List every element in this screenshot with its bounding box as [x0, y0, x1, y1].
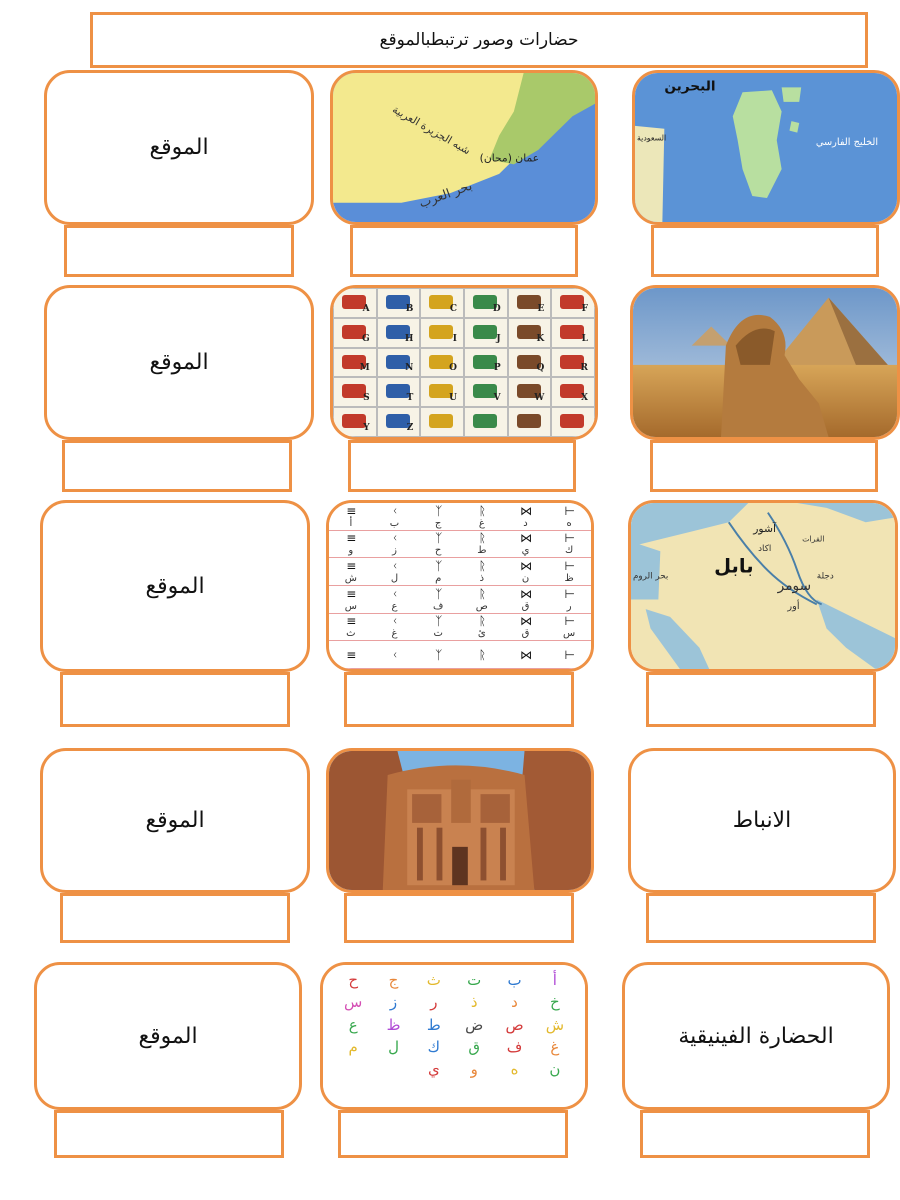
answer-box-5-middle[interactable] — [338, 1110, 568, 1158]
label-assyria: آشور — [753, 522, 776, 535]
cuneiform-arabic-letter: ت — [433, 628, 443, 640]
cuneiform-arabic-letter: ج — [434, 517, 442, 529]
hieroglyph-letter: N — [405, 363, 414, 374]
location-label-card-4: الموقع — [40, 748, 310, 893]
cuneiform-arabic-letter: ر — [566, 600, 572, 612]
cuneiform-glyph-icon: ᚲ — [391, 503, 398, 518]
cuneiform-glyph-icon: ≡ — [346, 531, 356, 546]
cuneiform-glyph-icon: ⋈ — [519, 647, 531, 662]
hieroglyph-letter: K — [536, 333, 545, 344]
hieroglyph-cell — [464, 318, 508, 348]
arabic-letter: ظ — [386, 1015, 401, 1034]
hieroglyph-letter: Y — [363, 422, 370, 433]
hieroglyph-cell — [333, 377, 377, 407]
arabic-letter: ف — [506, 1038, 523, 1057]
cuneiform-cell — [373, 614, 417, 642]
cuneiform-cell — [329, 503, 373, 531]
cuneiform-cell — [504, 503, 548, 531]
hieroglyph-letter: S — [363, 393, 370, 404]
hieroglyph-cell — [377, 348, 421, 378]
cuneiform-arabic-letter: ه — [566, 517, 572, 529]
hieroglyph-letter: U — [449, 393, 457, 404]
hieroglyph-cell — [464, 348, 508, 378]
arabic-letter: غ — [550, 1038, 560, 1057]
cuneiform-glyph-icon: ᚱ — [478, 586, 485, 601]
label-arabian-sea: بحر العرب — [416, 177, 474, 211]
hieroglyph-cell — [420, 348, 464, 378]
hieroglyph-letter: R — [580, 363, 588, 374]
cuneiform-glyph-icon: ᚱ — [478, 503, 485, 518]
arabic-letter: ت — [467, 971, 482, 990]
cuneiform-glyph-icon: ᚲ — [391, 614, 398, 629]
arabic-letter: ك — [427, 1038, 441, 1057]
hieroglyph-cell — [333, 407, 377, 437]
answer-box-2-right[interactable] — [650, 440, 878, 492]
cuneiform-arabic-letter: ح — [434, 545, 442, 557]
cuneiform-glyph-icon: ᚲ — [391, 559, 398, 574]
arabic-letter: ق — [468, 1038, 480, 1057]
cuneiform-arabic-letter: ن — [521, 573, 530, 585]
hieroglyph-glyph-icon — [473, 414, 497, 428]
cuneiform-glyph-icon: ᚱ — [478, 647, 485, 662]
cuneiform-arabic-letter: ظ — [564, 573, 574, 585]
cuneiform-alphabet-image — [326, 500, 594, 672]
hieroglyph-glyph-icon — [429, 325, 453, 339]
cuneiform-glyph-icon: ≡ — [346, 647, 356, 662]
answer-box-3-right[interactable] — [646, 672, 876, 727]
hieroglyph-cell — [377, 288, 421, 318]
cuneiform-arabic-letter: ذ — [479, 573, 485, 585]
cuneiform-glyph-icon: ≡ — [346, 559, 356, 574]
cuneiform-glyph-icon: ⊢ — [564, 586, 574, 601]
label-arabian-peninsula: شبه الجزيرة العربية — [390, 102, 473, 158]
cuneiform-glyph-icon: ᛉ — [435, 531, 442, 546]
arabic-letter: ث — [426, 971, 441, 990]
cuneiform-cell — [460, 531, 504, 559]
hieroglyph-cell — [508, 318, 552, 348]
hieroglyph-cell — [377, 407, 421, 437]
hieroglyph-letter: B — [405, 303, 414, 314]
cuneiform-cell — [460, 558, 504, 586]
hieroglyph-cell — [464, 407, 508, 437]
hieroglyph-cell — [420, 288, 464, 318]
bahrain-map-image — [632, 70, 900, 225]
hieroglyph-cell — [420, 377, 464, 407]
cuneiform-glyph-icon: ⊢ — [564, 647, 574, 662]
answer-box-5-left[interactable] — [54, 1110, 284, 1158]
cuneiform-cell — [460, 503, 504, 531]
hieroglyph-letter: V — [493, 393, 501, 404]
hieroglyph-letter: C — [449, 303, 457, 314]
cuneiform-glyph-icon: ᛉ — [435, 503, 442, 518]
petra-monastery-image — [326, 748, 594, 893]
cuneiform-arabic-letter: ق — [521, 628, 530, 640]
cuneiform-arabic-letter: ئ — [477, 628, 486, 640]
civilization-label-nabataeans: الانباط — [628, 748, 896, 893]
oman-map-image — [330, 70, 598, 225]
cuneiform-glyph-icon: ᚱ — [478, 559, 485, 574]
arabic-letter: ح — [348, 971, 359, 990]
cuneiform-glyph-icon: ⊢ — [564, 559, 574, 574]
arabic-letter — [373, 1058, 413, 1080]
arabic-letter: ذ — [470, 993, 478, 1012]
hieroglyph-letter: E — [537, 303, 545, 314]
cuneiform-arabic-letter: ع — [391, 600, 398, 612]
answer-box-4-middle[interactable] — [344, 893, 574, 943]
label-saudi: السعودية — [636, 133, 667, 143]
cuneiform-cell — [547, 586, 591, 614]
cuneiform-cell — [547, 503, 591, 531]
sphinx-pyramids-image — [630, 285, 900, 440]
answer-box-3-left[interactable] — [60, 672, 290, 727]
label-bahrain: البحرين — [664, 78, 716, 95]
hieroglyph-cell — [420, 318, 464, 348]
cuneiform-arabic-letter: ث — [346, 628, 356, 640]
hieroglyph-letter: F — [581, 303, 588, 314]
hieroglyph-letter: I — [452, 333, 457, 344]
cuneiform-arabic-letter: غ — [478, 517, 485, 529]
cuneiform-arabic-letter: ك — [565, 545, 574, 557]
arabic-letter: ي — [427, 1060, 440, 1079]
cuneiform-cell — [504, 614, 548, 642]
label-mediterranean: بحر الروم — [632, 571, 669, 582]
arabic-letter: ط — [426, 1015, 441, 1034]
cuneiform-arabic-letter: و — [348, 545, 354, 557]
arabic-letter: ص — [505, 1015, 524, 1034]
cuneiform-arabic-letter: د — [523, 517, 528, 529]
arabic-letter: ض — [465, 1015, 484, 1034]
cuneiform-cell — [373, 503, 417, 531]
hieroglyph-letter: P — [493, 363, 501, 374]
cuneiform-glyph-icon: ᛉ — [435, 647, 442, 662]
cuneiform-cell — [416, 558, 460, 586]
cuneiform-cell — [504, 586, 548, 614]
cuneiform-cell — [460, 586, 504, 614]
hieroglyph-cell — [377, 318, 421, 348]
cuneiform-arabic-letter: ل — [390, 573, 399, 585]
location-label-card-3: الموقع — [40, 500, 310, 672]
cuneiform-cell — [416, 531, 460, 559]
answer-box-5-right[interactable] — [640, 1110, 870, 1158]
cuneiform-glyph-icon: ᚲ — [391, 586, 398, 601]
cuneiform-glyph-icon: ᚱ — [478, 614, 485, 629]
label-tigris: دجلة — [816, 571, 834, 582]
cuneiform-arabic-letter: ي — [521, 545, 530, 557]
hieroglyph-letter: L — [581, 333, 588, 344]
arabic-letter: خ — [550, 993, 560, 1012]
hieroglyph-alphabet-image — [330, 285, 598, 440]
hieroglyph-cell — [377, 377, 421, 407]
cuneiform-glyph-icon: ⋈ — [519, 614, 531, 629]
cuneiform-cell — [547, 558, 591, 586]
arabic-letter: ل — [388, 1038, 399, 1057]
cuneiform-arabic-letter: ط — [477, 545, 487, 557]
cuneiform-cell — [547, 531, 591, 559]
cuneiform-glyph-icon: ᚱ — [478, 531, 485, 546]
cuneiform-glyph-icon: ᚲ — [391, 647, 398, 662]
cuneiform-arabic-letter: غ — [391, 628, 398, 640]
cuneiform-glyph-icon: ≡ — [346, 503, 356, 518]
answer-box-2-middle[interactable] — [348, 440, 576, 492]
cuneiform-cell — [547, 614, 591, 642]
arabic-alphabet-image — [320, 962, 588, 1110]
cuneiform-cell — [373, 531, 417, 559]
arabic-letter: د — [511, 993, 518, 1012]
arabic-letter: ع — [348, 1015, 358, 1034]
cuneiform-cell — [329, 531, 373, 559]
arabic-letter: ن — [549, 1060, 561, 1079]
cuneiform-cell — [504, 641, 548, 669]
arabic-letter: ج — [388, 971, 399, 990]
hieroglyph-glyph-icon — [517, 414, 541, 428]
cuneiform-cell — [329, 641, 373, 669]
cuneiform-glyph-icon: ⊢ — [564, 503, 574, 518]
hieroglyph-letter: J — [496, 333, 501, 344]
arabic-letter: ب — [507, 971, 522, 990]
hieroglyph-cell — [333, 288, 377, 318]
arabic-letter: ز — [389, 993, 398, 1012]
cuneiform-cell — [416, 641, 460, 669]
cuneiform-arabic-letter: أ — [349, 517, 353, 529]
arabic-letter: ش — [545, 1015, 564, 1034]
hieroglyph-letter: W — [534, 393, 545, 404]
answer-box-3-middle[interactable] — [344, 672, 574, 727]
location-label-card-2: الموقع — [44, 285, 314, 440]
cuneiform-cell — [329, 586, 373, 614]
cuneiform-glyph-icon: ≡ — [346, 614, 356, 629]
cuneiform-arabic-letter: ف — [432, 600, 444, 612]
hieroglyph-cell — [551, 377, 595, 407]
hieroglyph-cell — [464, 288, 508, 318]
answer-box-1-middle[interactable] — [350, 225, 578, 277]
cuneiform-cell — [373, 586, 417, 614]
cuneiform-cell — [416, 614, 460, 642]
label-sumer: سومر — [777, 577, 812, 594]
cuneiform-cell — [329, 558, 373, 586]
cuneiform-glyph-icon: ⊢ — [564, 614, 574, 629]
answer-box-1-left[interactable] — [64, 225, 294, 277]
arabic-letter: ه — [510, 1060, 519, 1079]
hieroglyph-letter: Z — [406, 422, 414, 433]
cuneiform-cell — [460, 614, 504, 642]
cuneiform-cell — [373, 558, 417, 586]
hieroglyph-letter: T — [406, 393, 414, 404]
hieroglyph-cell — [420, 407, 464, 437]
cuneiform-glyph-icon: ⊢ — [564, 531, 574, 546]
hieroglyph-cell — [551, 288, 595, 318]
arabic-letter — [333, 1058, 373, 1080]
label-persian-gulf: الخليج الفارسي — [815, 137, 879, 149]
cuneiform-glyph-icon: ⋈ — [519, 503, 531, 518]
cuneiform-glyph-icon: ⋈ — [519, 531, 531, 546]
answer-box-4-right[interactable] — [646, 893, 876, 943]
cuneiform-cell — [416, 586, 460, 614]
cuneiform-arabic-letter: س — [563, 628, 576, 640]
cuneiform-glyph-icon: ⋈ — [519, 559, 531, 574]
cuneiform-arabic-letter: س — [344, 600, 357, 612]
hieroglyph-cell — [508, 377, 552, 407]
cuneiform-glyph-icon: ᛉ — [435, 586, 442, 601]
cuneiform-cell — [329, 614, 373, 642]
hieroglyph-letter: D — [492, 303, 501, 314]
cuneiform-cell — [460, 641, 504, 669]
location-label-card-5: الموقع — [34, 962, 302, 1110]
hieroglyph-cell — [508, 288, 552, 318]
label-ur: أور — [787, 601, 800, 613]
cuneiform-arabic-letter: ز — [392, 545, 397, 557]
cuneiform-arabic-letter: م — [435, 573, 442, 585]
hieroglyph-glyph-icon — [473, 325, 497, 339]
hieroglyph-letter: X — [581, 393, 588, 404]
cuneiform-arabic-letter: ش — [344, 573, 357, 585]
cuneiform-arabic-letter: ب — [389, 517, 400, 529]
worksheet-title: حضارات وصور ترتبطبالموقع — [90, 12, 868, 68]
answer-box-1-right[interactable] — [651, 225, 879, 277]
cuneiform-cell — [373, 641, 417, 669]
cuneiform-cell — [504, 558, 548, 586]
hieroglyph-letter: H — [404, 333, 414, 344]
hieroglyph-cell — [464, 377, 508, 407]
location-label-card-1: الموقع — [44, 70, 314, 225]
answer-box-2-left[interactable] — [62, 440, 292, 492]
arabic-letter: ر — [430, 993, 438, 1012]
arabic-letter: أ — [552, 971, 557, 990]
cuneiform-glyph-icon: ᚲ — [391, 531, 398, 546]
label-oman: عمان (محان) — [479, 151, 540, 165]
cuneiform-arabic-letter: ق — [521, 600, 530, 612]
cuneiform-glyph-icon: ᛉ — [435, 559, 442, 574]
cuneiform-cell — [504, 531, 548, 559]
cuneiform-glyph-icon: ⋈ — [519, 586, 531, 601]
hieroglyph-cell — [551, 318, 595, 348]
label-akkad: اكاد — [758, 544, 772, 555]
hieroglyph-letter: M — [359, 363, 370, 374]
cuneiform-cell — [547, 641, 591, 669]
hieroglyph-letter: A — [362, 303, 370, 314]
hieroglyph-letter: O — [449, 363, 457, 374]
hieroglyph-cell — [508, 348, 552, 378]
hieroglyph-glyph-icon — [560, 414, 584, 428]
arabic-letter: و — [470, 1060, 478, 1079]
arabic-letter: م — [348, 1038, 358, 1057]
label-babylon: بابل — [714, 554, 754, 578]
hieroglyph-cell — [333, 348, 377, 378]
cuneiform-glyph-icon: ≡ — [346, 586, 356, 601]
hieroglyph-glyph-icon — [429, 414, 453, 428]
mesopotamia-map-image — [628, 500, 898, 672]
hieroglyph-letter: Q — [536, 363, 545, 374]
hieroglyph-letter: G — [361, 333, 370, 344]
cuneiform-cell — [416, 503, 460, 531]
hieroglyph-cell — [333, 318, 377, 348]
civilization-label-phoenician: الحضارة الفينيقية — [622, 962, 890, 1110]
arabic-letter: س — [344, 993, 363, 1012]
hieroglyph-cell — [508, 407, 552, 437]
cuneiform-arabic-letter: ص — [475, 600, 488, 612]
answer-box-4-left[interactable] — [60, 893, 290, 943]
cuneiform-glyph-icon: ᛉ — [435, 614, 442, 629]
hieroglyph-cell — [551, 407, 595, 437]
label-euphrates: الفرات — [802, 534, 825, 544]
hieroglyph-cell — [551, 348, 595, 378]
